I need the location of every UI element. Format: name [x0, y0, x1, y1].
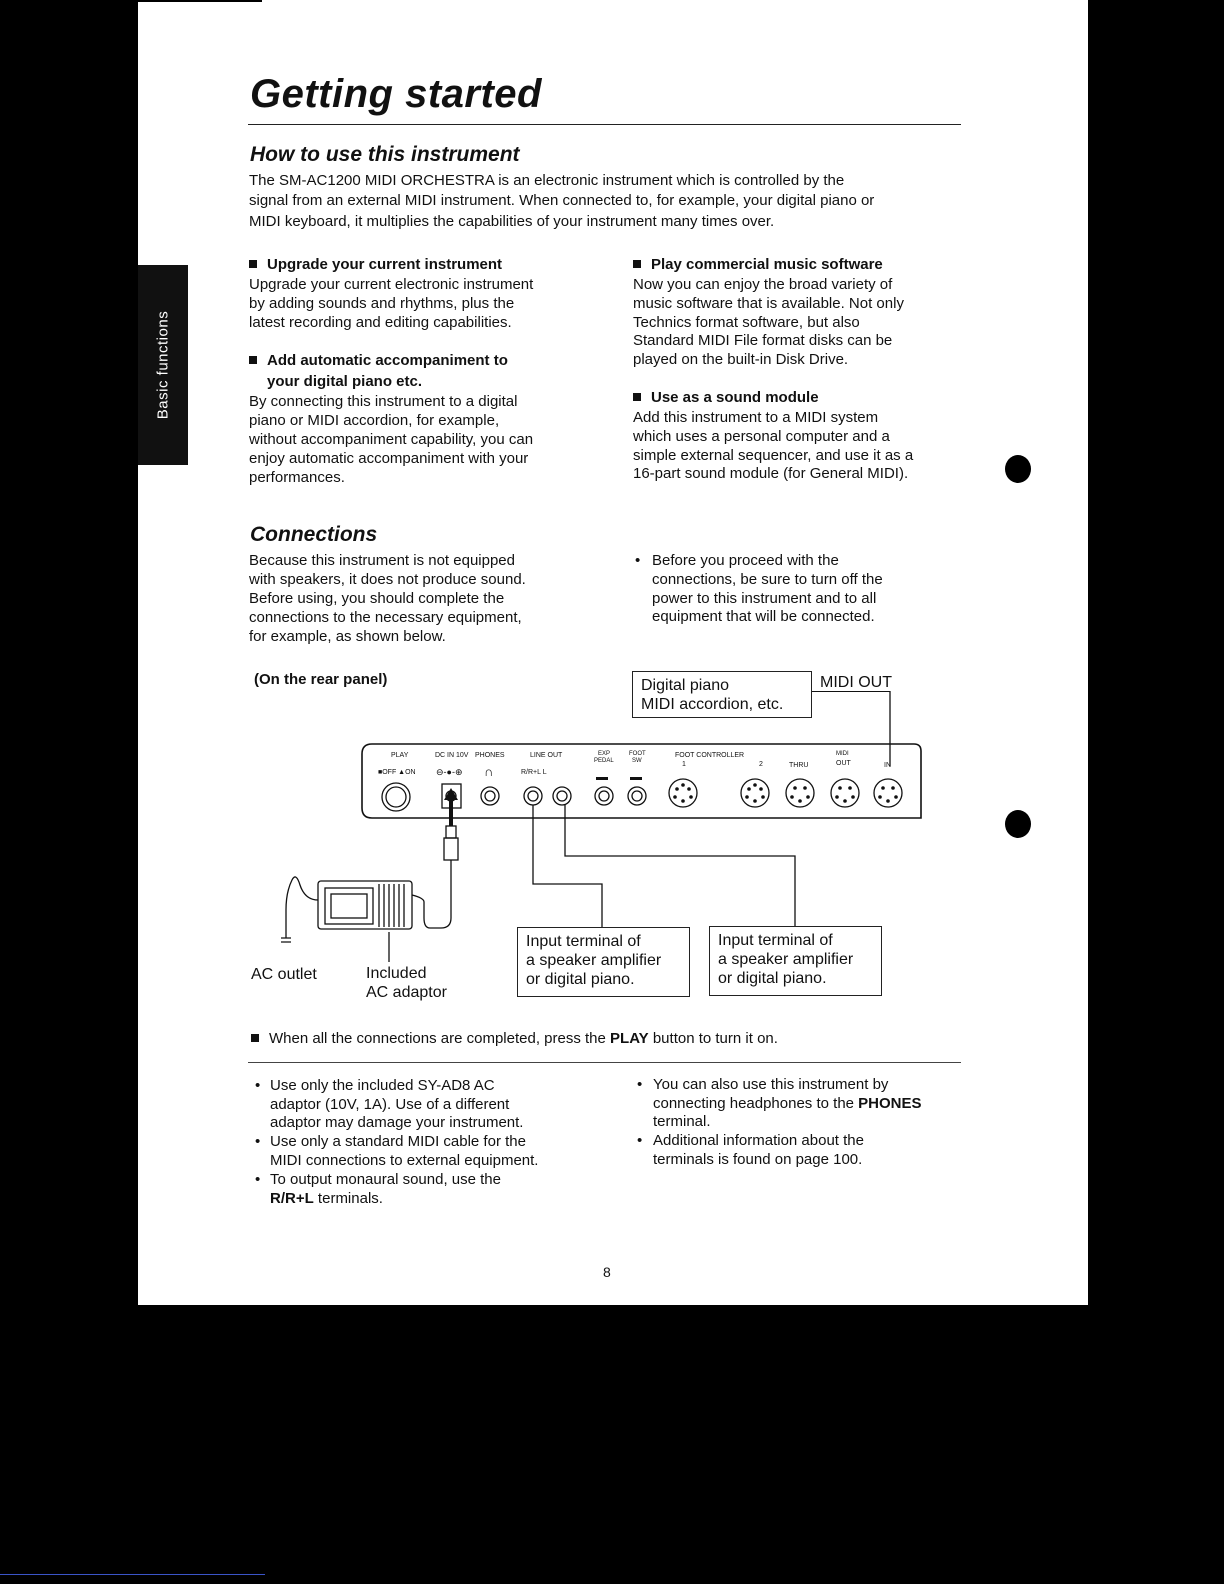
note-bold: PHONES	[858, 1095, 922, 1112]
midi-out-leader	[812, 691, 890, 692]
panel-label-phones: PHONES	[475, 752, 505, 759]
note-line: Use only a standard MIDI cable for the	[270, 1133, 526, 1150]
note-line: MIDI connections to external equipment.	[270, 1152, 539, 1169]
section-heading-how-to: How to use this instrument	[250, 143, 520, 166]
feature-line: simple external sequencer, and use it as a	[633, 447, 914, 464]
feature-line: without accompaniment capability, you can	[249, 431, 534, 448]
ac-outlet-label: AC outlet	[251, 966, 317, 983]
panel-label-dc: DC IN 10V	[435, 752, 469, 759]
completion-text: When all the connections are completed, press the	[269, 1030, 611, 1047]
note-line: adaptor (10V, 1A). Use of a different	[270, 1096, 510, 1113]
feature-line: Standard MIDI File format disks can be	[633, 332, 893, 349]
note-line: terminals is found on page 100.	[653, 1151, 863, 1168]
note-line	[653, 1094, 922, 1113]
bullet-dot-icon: •	[255, 1133, 261, 1150]
bullet-dot-icon: •	[637, 1132, 643, 1149]
source-device-line: MIDI accordion, etc.	[641, 696, 784, 713]
feature-line: By connecting this instrument to a digital	[249, 393, 518, 410]
panel-label-exp: EXP	[598, 751, 611, 757]
feature-line: Technics format software, but also	[633, 314, 860, 331]
note-line	[270, 1189, 383, 1208]
note-text: connecting headphones to the	[653, 1095, 859, 1112]
connections-line: with speakers, it does not produce sound.	[249, 571, 526, 588]
panel-label-thru: THRU	[789, 762, 809, 769]
bullet-dot-icon: •	[637, 1076, 643, 1093]
amp-input-box	[709, 926, 882, 996]
connections-line: Because this instrument is not equipped	[249, 552, 515, 569]
amp-box-line: Input terminal of	[526, 933, 641, 950]
panel-label-in: IN	[884, 762, 891, 769]
feature-heading-text: Upgrade your current instrument	[267, 256, 503, 273]
page-title: Getting started	[250, 72, 542, 116]
intro-line: MIDI keyboard, it multiplies the capabilities of your instrument many times over.	[249, 213, 775, 230]
side-tab-label: Basic functions	[154, 310, 172, 420]
notes-rule	[248, 1062, 961, 1063]
page-number: 8	[603, 1264, 611, 1280]
amp-input-box	[517, 927, 690, 997]
bullet-square-icon	[251, 1034, 259, 1042]
intro-line: signal from an external MIDI instrument. When connected to, for example, your digital piano or	[249, 192, 875, 209]
feature-line: Add this instrument to a MIDI system	[633, 409, 879, 426]
panel-label-fc2: 2	[759, 761, 763, 768]
connections-note-line: connections, be sure to turn off the	[652, 571, 883, 588]
note-bold: R/R+L	[270, 1190, 314, 1207]
feature-heading-text: Use as a sound module	[651, 389, 819, 406]
panel-label-dc-sub: ⊖-●-⊕	[436, 767, 463, 777]
completion-note	[251, 1029, 778, 1048]
connections-line: for example, as shown below.	[249, 628, 446, 645]
feature-heading-cont: your digital piano etc.	[267, 373, 423, 390]
feature-line: latest recording and editing capabilities.	[249, 314, 512, 331]
amp-box-line: or digital piano.	[526, 971, 635, 988]
intro-line: The SM-AC1200 MIDI ORCHESTRA is an electronic instrument which is controlled by the	[249, 172, 845, 189]
note-line: Additional information about the	[653, 1132, 864, 1149]
note-line: Use only the included SY-AD8 AC	[270, 1077, 495, 1094]
note-line: adaptor may damage your instrument.	[270, 1114, 524, 1131]
panel-label-line-out-sub: R/R+L L	[521, 769, 547, 776]
connections-note-line: power to this instrument and to all	[652, 590, 877, 607]
feature-line: performances.	[249, 469, 345, 486]
adaptor-label: AC adaptor	[366, 984, 447, 1001]
source-device-line: Digital piano	[641, 677, 730, 694]
amp-box-line: or digital piano.	[718, 970, 827, 987]
midi-out-label: MIDI OUT	[820, 674, 892, 691]
panel-label-pedal: PEDAL	[594, 758, 614, 764]
panel-label-play: PLAY	[391, 752, 409, 759]
feature-line: played on the built-in Disk Drive.	[633, 351, 849, 368]
completion-text: button to turn it on.	[648, 1030, 778, 1047]
note-line: You can also use this instrument by	[653, 1076, 889, 1093]
connections-line: connections to the necessary equipment,	[249, 609, 522, 626]
note-line: To output monaural sound, use the	[270, 1171, 501, 1188]
connections-line: Before using, you should complete the	[249, 590, 505, 607]
panel-label-out: OUT	[836, 760, 851, 767]
panel-label-line-out: LINE OUT	[530, 752, 563, 759]
feature-line: Upgrade your current electronic instrument	[249, 276, 534, 293]
source-device-box	[632, 671, 812, 718]
section-heading-connections: Connections	[250, 523, 378, 546]
feature-line: music software that is available. Not only	[633, 295, 904, 312]
connections-note-line: equipment that will be connected.	[652, 608, 875, 625]
note-text: terminals.	[313, 1190, 383, 1207]
adaptor-label: Included	[366, 965, 427, 982]
panel-label-fc1: 1	[682, 761, 686, 768]
connections-note-line: Before you proceed with the	[652, 552, 839, 569]
feature-heading-text: Add automatic accompaniment to	[267, 352, 508, 369]
panel-label-sw: SW	[632, 758, 642, 764]
bullet-dot-icon: •	[635, 552, 641, 569]
amp-box-line: a speaker amplifier	[718, 951, 854, 968]
panel-label-play-sub: ■OFF ▲ON	[378, 769, 416, 776]
feature-heading-text: Play commercial music software	[651, 256, 883, 273]
phones-icon: ∩	[484, 764, 494, 779]
feature-line: piano or MIDI accordion, for example,	[249, 412, 500, 429]
feature-line: enjoy automatic accompaniment with your	[249, 450, 529, 467]
amp-box-line: a speaker amplifier	[526, 952, 662, 969]
feature-line: which uses a personal computer and a	[633, 428, 890, 445]
panel-label-foot: FOOT	[629, 751, 646, 757]
completion-bold: PLAY	[610, 1030, 649, 1047]
bullet-dot-icon: •	[255, 1171, 261, 1188]
panel-label-midi: MIDI	[836, 751, 849, 757]
panel-label-foot-controller: FOOT CONTROLLER	[675, 752, 745, 759]
feature-line: Now you can enjoy the broad variety of	[633, 276, 893, 293]
rear-panel-label: (On the rear panel)	[254, 671, 388, 688]
feature-line: by adding sounds and rhythms, plus the	[249, 295, 515, 312]
feature-line: 16-part sound module (for General MIDI).	[633, 465, 909, 482]
note-line: terminal.	[653, 1113, 711, 1130]
amp-box-line: Input terminal of	[718, 932, 833, 949]
bullet-dot-icon: •	[255, 1077, 261, 1094]
